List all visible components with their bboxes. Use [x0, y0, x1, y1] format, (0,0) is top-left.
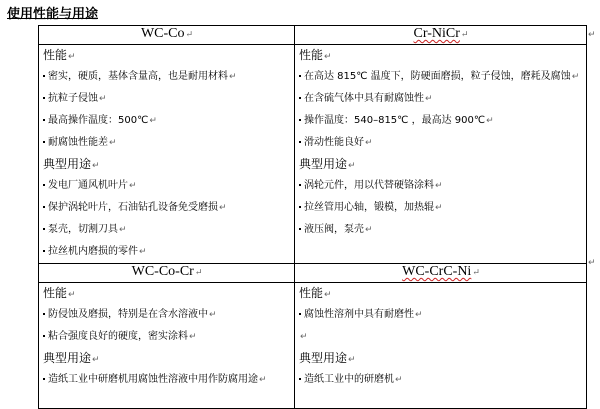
list-item: 抗粒子侵蚀↵: [43, 88, 291, 110]
uses-label: 典型用途↵: [299, 157, 356, 171]
material-header-wc-co: WC-Co↵: [39, 26, 295, 45]
list-item: 操作温度：540–815℃ ，最高达 900℃↵: [299, 110, 583, 132]
performance-label: 性能↵: [43, 286, 76, 300]
list-item: 防侵蚀及磨损，特别是在含水溶液中↵: [43, 304, 291, 326]
cell-cr-nicr: [295, 45, 587, 264]
list-item: 液压阀，泵壳↵: [299, 219, 583, 241]
performance-table: [38, 25, 587, 409]
list-item: 粘合强度良好的硬度，密实涂料↵: [43, 326, 291, 348]
list-item: 保护涡轮叶片，石油钻孔设备免受磨损↵: [43, 197, 291, 219]
list-item: 泵壳，切割刀具↵: [43, 219, 291, 241]
cell-wc-co-cr: [39, 283, 295, 409]
list-item: 滑动性能良好↵: [299, 132, 583, 154]
list-item: 耐腐蚀性能差↵: [43, 132, 291, 154]
performance-label: 性能↵: [299, 48, 332, 62]
performance-label: 性能↵: [43, 48, 76, 62]
material-header-wc-co-cr: WC-Co-Cr↵: [39, 264, 295, 283]
list-item: 在含硫气体中具有耐腐蚀性↵: [299, 88, 583, 110]
list-item: 造纸工业中的研磨机↵: [299, 369, 583, 391]
list-item: 密实，硬质，基体含量高，也是耐用材料↵: [43, 66, 291, 88]
list-item: 在高达 815℃ 温度下，防硬面磨损，粒子侵蚀，磨耗及腐蚀↵: [299, 66, 583, 88]
row-end-mark: ↵: [588, 30, 596, 40]
list-item: 涡轮元件，用以代替硬铬涂料↵: [299, 175, 583, 197]
material-header-cr-nicr: Cr-NiCr↵: [295, 26, 587, 45]
list-item: 造纸工业中研磨机用腐蚀性溶液中用作防腐用途↵: [43, 369, 291, 391]
list-item: 发电厂通风机叶片↵: [43, 175, 291, 197]
row-end-mark: ↵: [588, 258, 596, 268]
empty-paragraph: ↵: [300, 332, 308, 342]
list-item: 腐蚀性溶剂中具有耐磨性↵: [299, 304, 583, 326]
uses-label: 典型用途↵: [43, 157, 100, 171]
cell-wc-crc-ni: [295, 283, 587, 409]
performance-label: 性能↵: [299, 286, 332, 300]
cell-wc-co: [39, 45, 295, 264]
uses-label: 典型用途↵: [299, 351, 356, 365]
list-item: 拉丝机内磨损的零件↵: [43, 241, 291, 263]
list-item: 最高操作温度：500℃↵: [43, 110, 291, 132]
section-heading: 使用性能与用途: [7, 7, 99, 22]
uses-label: 典型用途↵: [43, 351, 100, 365]
material-header-wc-crc-ni: WC-CrC-Ni↵: [295, 264, 587, 283]
list-item: 拉丝管用心轴，锻模，加热辊↵: [299, 197, 583, 219]
